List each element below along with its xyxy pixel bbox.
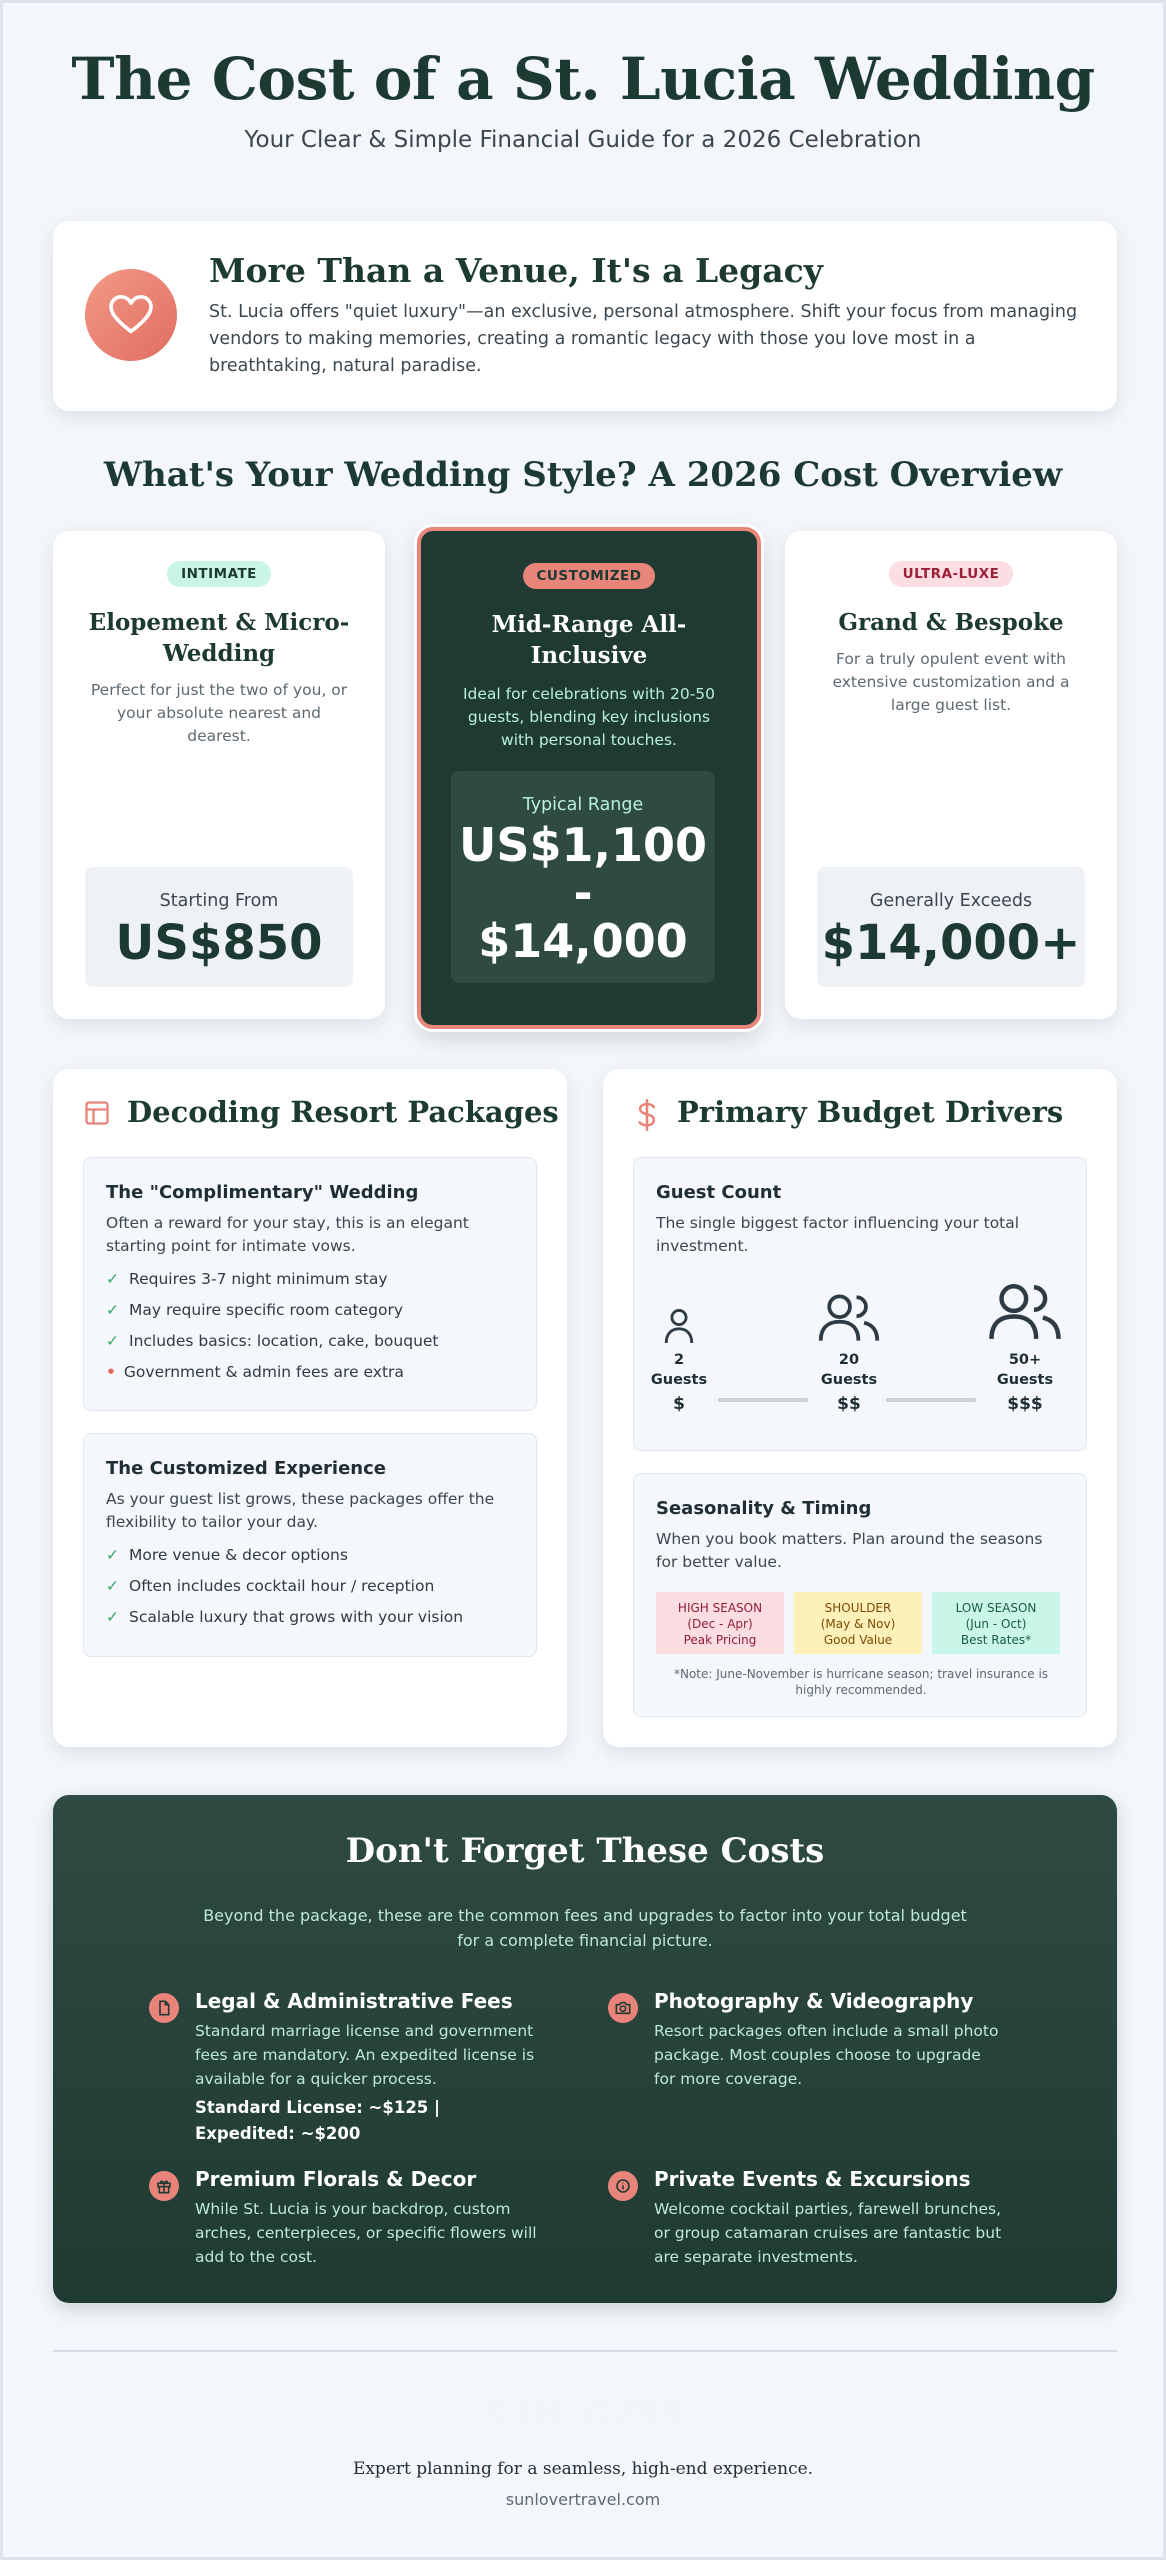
tier-description: For a truly opulent event with extensive customization and a large guest list. — [832, 650, 1070, 714]
customized-title: The Customized Experience — [106, 1458, 386, 1479]
seasonality-text: When you book matters. Plan around the seasons for better value. — [656, 1530, 1043, 1571]
tier-price-label: Typical Range — [522, 795, 644, 815]
cost-item-extra: Standard License: ~$125 | Expedited: ~$200 — [195, 2098, 441, 2143]
tier-badge: ULTRA-LUXE — [889, 561, 1014, 587]
layout-icon — [83, 1099, 111, 1127]
tier-badge: CUSTOMIZED — [523, 563, 656, 589]
legacy-card — [53, 221, 1117, 411]
cost-item-text: Resort packages often include a small photo package. Most couples choose to upgrade for more coverage. — [654, 2022, 999, 2088]
list-item: ✓ More venue & decor options — [106, 1546, 348, 1564]
users-icon — [817, 1290, 881, 1346]
season-low: LOW SEASON (Jun - Oct) Best Rates* — [932, 1592, 1060, 1654]
cost-item-photography — [608, 1989, 999, 2109]
guest-count-card — [633, 1157, 1087, 1451]
footer-tagline: Expert planning for a seamless, high-end experience. — [352, 2459, 814, 2479]
list-item: ✓ Requires 3-7 night minimum stay — [106, 1270, 388, 1288]
footer-url: sunlovertravel.com — [505, 2490, 661, 2509]
tier-price-line-2: - — [573, 866, 593, 920]
tier-card-intimate — [53, 531, 385, 1019]
tier-price: US$850 — [115, 915, 323, 971]
camera-icon — [608, 1993, 638, 2023]
tier-card-ultra-luxe — [785, 531, 1117, 1019]
packages-title: Decoding Resort Packages — [127, 1095, 559, 1129]
footer-divider — [53, 2350, 1117, 2352]
check-icon: ✓ — [106, 1546, 119, 1564]
tier-name: Elopement & Micro-Wedding — [88, 609, 350, 667]
list-item: ✓ May require specific room category — [106, 1301, 404, 1319]
list-item: ✓ Scalable luxury that grows with your vision — [106, 1608, 464, 1626]
seasonality-title: Seasonality & Timing — [656, 1498, 872, 1519]
tier-price-box — [85, 867, 353, 987]
heart-icon — [85, 269, 177, 361]
guest-level-medium: 20 Guests $$ — [804, 1290, 894, 1414]
cost-item-legal — [149, 1989, 535, 2149]
tier-name: Grand & Bespoke — [838, 609, 1064, 636]
cost-item-text: Standard marriage license and government fees are mandatory. An expedited license is available for a quicker process. — [195, 2022, 535, 2088]
page-subtitle: Your Clear & Simple Financial Guide for a 2026 Celebration — [244, 127, 922, 153]
season-footnote: *Note: June-November is hurricane season; travel insurance is highly recommended. — [673, 1667, 1049, 1697]
check-icon: ✓ — [106, 1577, 119, 1595]
cost-item-private-events — [608, 2167, 1002, 2277]
extra-costs-text: Beyond the package, these are the common fees and upgrades to factor into your total budget for a complete financial picture. — [203, 1906, 967, 1950]
check-icon: ✓ — [106, 1301, 119, 1319]
scale-connector — [718, 1398, 808, 1402]
packages-card — [53, 1069, 567, 1747]
seasonality-card — [633, 1473, 1087, 1717]
customized-experience-card — [83, 1433, 537, 1657]
complimentary-wedding-card — [83, 1157, 537, 1411]
legacy-text: St. Lucia offers "quiet luxury"—an exclusive, personal atmosphere. Shift your focus from managing vendors to making memories, creating a romantic legacy with those you love most in a breathtaking, natural paradise. — [209, 302, 1078, 376]
customized-text: As your guest list grows, these packages offer the flexibility to tailor your day. — [106, 1490, 495, 1531]
cost-item-title: Legal & Administrative Fees — [195, 1989, 513, 2013]
dollar-icon — [633, 1099, 661, 1131]
page-title: The Cost of a St. Lucia Wedding — [71, 45, 1095, 113]
tier-price — [451, 818, 715, 968]
user-icon — [662, 1306, 696, 1346]
cost-item-text: Welcome cocktail parties, farewell brunches, or group catamaran cruises are fantastic but are separate investments. — [654, 2200, 1002, 2266]
complimentary-text: Often a reward for your stay, this is an elegant starting point for intimate vows. — [106, 1214, 469, 1255]
guest-level-large: 50+ Guests $$$ — [980, 1278, 1070, 1414]
check-icon: ✓ — [106, 1608, 119, 1626]
styles-section-title: What's Your Wedding Style? A 2026 Cost Overview — [103, 455, 1063, 495]
customized-list — [106, 1540, 463, 1633]
group-icon — [987, 1278, 1063, 1346]
complimentary-title: The "Complimentary" Wedding — [106, 1182, 419, 1203]
guest-count-text: The single biggest factor influencing your total investment. — [656, 1214, 1020, 1255]
guest-level-small: 2 Guests $ — [634, 1306, 724, 1414]
tier-price-label: Generally Exceeds — [869, 891, 1033, 911]
cost-item-florals — [149, 2167, 537, 2277]
document-icon — [149, 1993, 179, 2023]
tier-description: Perfect for just the two of you, or your absolute nearest and dearest. — [90, 681, 348, 745]
brand-logo: SUNLOVER — [481, 2395, 685, 2433]
gift-icon — [149, 2171, 179, 2201]
list-item: • Government & admin fees are extra — [106, 1363, 404, 1381]
extra-costs-panel — [53, 1795, 1117, 2303]
list-item: ✓ Includes basics: location, cake, bouquet — [106, 1332, 439, 1350]
guest-count-title: Guest Count — [656, 1182, 782, 1203]
extra-costs-title: Don't Forget These Costs — [345, 1831, 825, 1871]
check-icon: ✓ — [106, 1332, 119, 1350]
tier-name: Mid-Range All-Inclusive — [491, 611, 687, 669]
tier-price-line-3: $14,000 — [478, 914, 688, 968]
complimentary-list — [106, 1264, 439, 1388]
cost-item-text: While St. Lucia is your backdrop, custom arches, centerpieces, or specific flowers will add to the cost. — [195, 2200, 537, 2266]
check-icon: ✓ — [106, 1270, 119, 1288]
bullet-icon: • — [106, 1363, 116, 1381]
cost-item-title: Private Events & Excursions — [654, 2167, 971, 2191]
info-icon — [608, 2171, 638, 2201]
tier-badge: INTIMATE — [167, 561, 271, 587]
tier-price-label: Starting From — [159, 891, 279, 911]
tier-price-box — [817, 867, 1085, 987]
tier-description: Ideal for celebrations with 20-50 guests, blending key inclusions with personal touches. — [462, 685, 716, 749]
season-shoulder: SHOULDER (May & Nov) Good Value — [794, 1592, 922, 1654]
tier-price-box — [451, 771, 715, 983]
cost-item-title: Photography & Videography — [654, 1989, 974, 2013]
scale-connector — [886, 1398, 976, 1402]
season-high: HIGH SEASON (Dec - Apr) Peak Pricing — [656, 1592, 784, 1654]
budget-drivers-card — [603, 1069, 1117, 1747]
tier-price-line-1: US$1,100 — [459, 818, 707, 872]
list-item: ✓ Often includes cocktail hour / reception — [106, 1577, 435, 1595]
tier-price: $14,000+ — [821, 915, 1081, 971]
tier-card-customized — [417, 527, 761, 1029]
cost-item-title: Premium Florals & Decor — [195, 2167, 477, 2191]
drivers-title: Primary Budget Drivers — [677, 1095, 1064, 1129]
legacy-title: More Than a Venue, It's a Legacy — [209, 251, 823, 290]
